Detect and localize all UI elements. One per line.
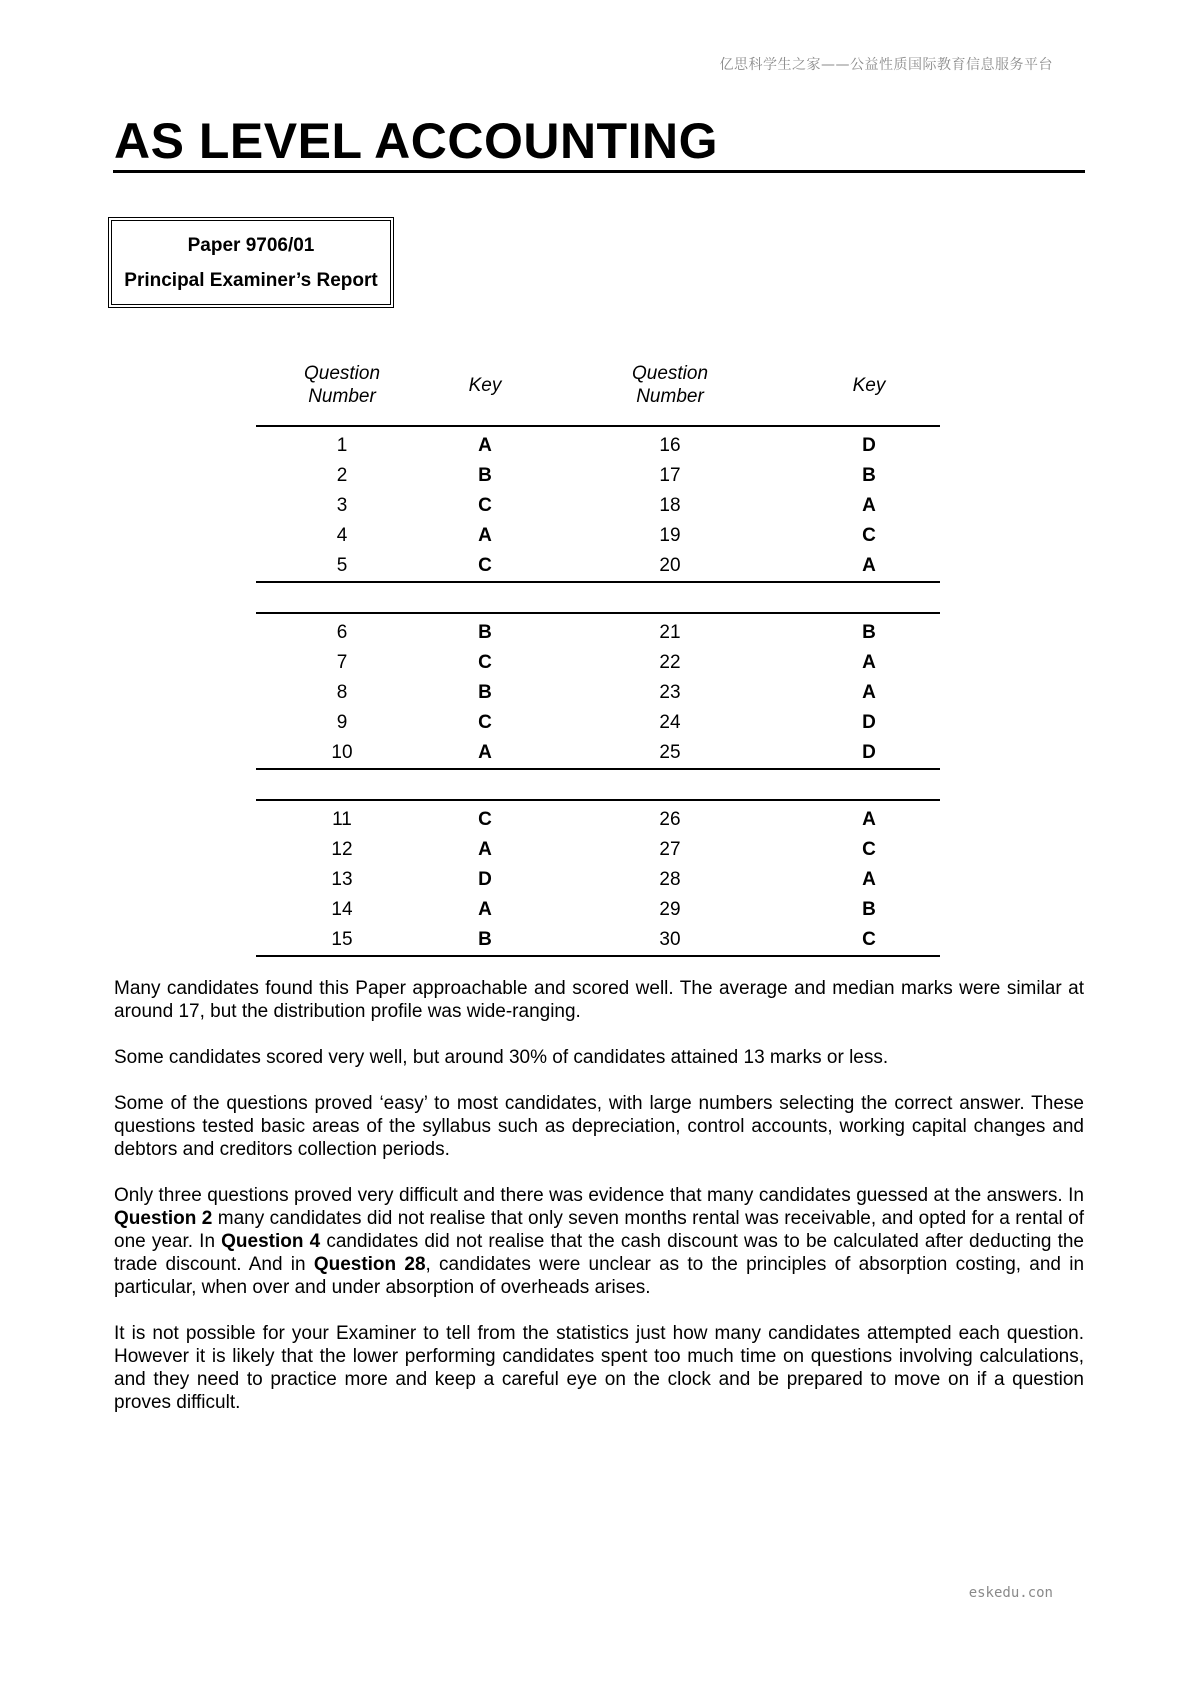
answer-key: B: [862, 899, 876, 920]
answer-key: A: [478, 435, 492, 456]
table-row: [256, 613, 940, 648]
question-number: 21: [659, 622, 681, 643]
table-header-row: [256, 355, 940, 426]
document-title: AS LEVEL ACCOUNTING: [114, 113, 718, 169]
question-reference: Question 4: [221, 1231, 321, 1252]
answer-key: C: [428, 551, 542, 582]
table-row: [256, 491, 940, 521]
table-row: [256, 835, 940, 865]
question-number: 27: [659, 839, 681, 860]
question-number: 18: [659, 495, 681, 516]
question-number: 24: [659, 712, 681, 733]
answer-key: B: [478, 622, 492, 643]
question-number: 25: [542, 738, 798, 769]
question-number: 11: [332, 809, 352, 830]
question-number: 8: [336, 682, 348, 703]
question-number: 23: [659, 682, 681, 703]
table-row: [256, 648, 940, 678]
table-row: [256, 678, 940, 708]
answer-key: A: [798, 551, 940, 582]
question-number: 16: [659, 435, 681, 456]
question-number: 30: [542, 925, 798, 956]
table-row: [256, 461, 940, 491]
answer-key: B: [478, 682, 492, 703]
paragraph-overview: Many candidates found this Paper approachable and scored well. The average and median marks were similar at around 17, but the distribution profile was wide-ranging.: [114, 978, 1084, 1022]
answer-key: A: [862, 495, 876, 516]
table-row: [256, 426, 940, 461]
header-key-left: Key: [428, 355, 542, 426]
paragraph-time-management: It is not possible for your Examiner to tell from the statistics just how many candidates attempted each question. However it is likely that the lower performing candidates spent too much time on questions involving calculations, and they need to practice more and keep a careful eye on the clock and be prepared to move on if a question proves difficult.: [114, 1323, 1084, 1413]
answer-key: D: [798, 738, 940, 769]
answer-key: A: [428, 738, 542, 769]
answer-key: B: [862, 465, 876, 486]
watermark-footer: eskedu.con: [968, 1585, 1053, 1601]
question-number: 12: [331, 839, 353, 860]
table-row: [256, 800, 940, 835]
paragraph-difficult-questions: Only three questions proved very difficult and there was evidence that many candidates guessed at the answers. In Question 2 many candidates did not realise that only seven months rental was receivable, and opted for a rental of one year. In Question 4 candidates did not realise that the cash discount was to be calculated after deducting the trade discount. And in Question 28, candidates were unclear as to the principles of absorption costing, and in particular, when over and under absorption of overheads arises.: [114, 1185, 1085, 1298]
answer-key: D: [862, 712, 876, 733]
question-number: 17: [659, 465, 681, 486]
title-underline: [113, 170, 1085, 173]
answer-key: A: [478, 839, 492, 860]
answer-key: C: [478, 809, 492, 830]
question-number: 2: [336, 465, 348, 486]
paper-number: Paper 9706/01: [187, 235, 315, 256]
question-number: 9: [336, 712, 348, 733]
question-reference: Question 28: [313, 1254, 426, 1275]
table-row: [256, 925, 940, 956]
table-row: [256, 738, 940, 769]
answer-key: A: [862, 809, 876, 830]
answer-key: A: [862, 682, 876, 703]
question-number: 19: [659, 525, 681, 546]
header-question-number-right: Question Number: [542, 355, 798, 426]
answer-key: C: [478, 652, 492, 673]
answer-key: A: [862, 869, 876, 890]
answer-key: C: [478, 495, 492, 516]
answer-key-body: [256, 426, 940, 956]
question-reference: Question 2: [114, 1208, 213, 1229]
paragraph-easy-questions: Some of the questions proved ‘easy’ to most candidates, with large numbers selecting the correct answer. These questions tested basic areas of the syllabus such as depreciation, control accounts, working capital changes and debtors and creditors collection periods.: [114, 1093, 1084, 1160]
table-row: [256, 708, 940, 738]
answer-key-table: [256, 355, 940, 957]
group-divider: [256, 769, 940, 800]
watermark-header: 亿思科学生之家——公益性质国际教育信息服务平台: [719, 57, 1053, 73]
table-row: [256, 521, 940, 551]
question-number: 13: [331, 869, 353, 890]
question-number: 26: [659, 809, 681, 830]
question-number: 6: [336, 622, 348, 643]
answer-key: C: [478, 712, 492, 733]
report-type: Principal Examiner’s Report: [124, 270, 378, 291]
answer-key: C: [862, 839, 876, 860]
answer-key: C: [798, 925, 940, 956]
answer-key: B: [862, 622, 876, 643]
question-number: 29: [659, 899, 681, 920]
table-row: [256, 865, 940, 895]
question-number: 10: [256, 738, 428, 769]
paper-info-box: [111, 220, 391, 305]
question-number: 3: [336, 495, 348, 516]
question-number: 15: [256, 925, 428, 956]
header-key-right: Key: [798, 355, 940, 426]
answer-key: D: [478, 869, 492, 890]
answer-key: B: [428, 925, 542, 956]
question-number: 14: [331, 899, 353, 920]
report-commentary: [114, 977, 1084, 1437]
table-row: [256, 895, 940, 925]
group-divider: [256, 582, 940, 613]
question-number: 20: [542, 551, 798, 582]
answer-key: D: [862, 435, 876, 456]
question-number: 5: [256, 551, 428, 582]
answer-key: C: [862, 525, 876, 546]
answer-key: A: [478, 525, 492, 546]
question-number: 7: [336, 652, 348, 673]
answer-key: B: [478, 465, 492, 486]
question-number: 4: [336, 525, 348, 546]
table-row: [256, 551, 940, 582]
question-number: 22: [659, 652, 681, 673]
answer-key: A: [478, 899, 492, 920]
question-number: 1: [336, 435, 348, 456]
header-question-number-left: Question Number: [256, 355, 428, 426]
paragraph-score-distribution: Some candidates scored very well, but around 30% of candidates attained 13 marks or less.: [114, 1047, 889, 1068]
answer-key: A: [862, 652, 876, 673]
question-number: 28: [659, 869, 681, 890]
